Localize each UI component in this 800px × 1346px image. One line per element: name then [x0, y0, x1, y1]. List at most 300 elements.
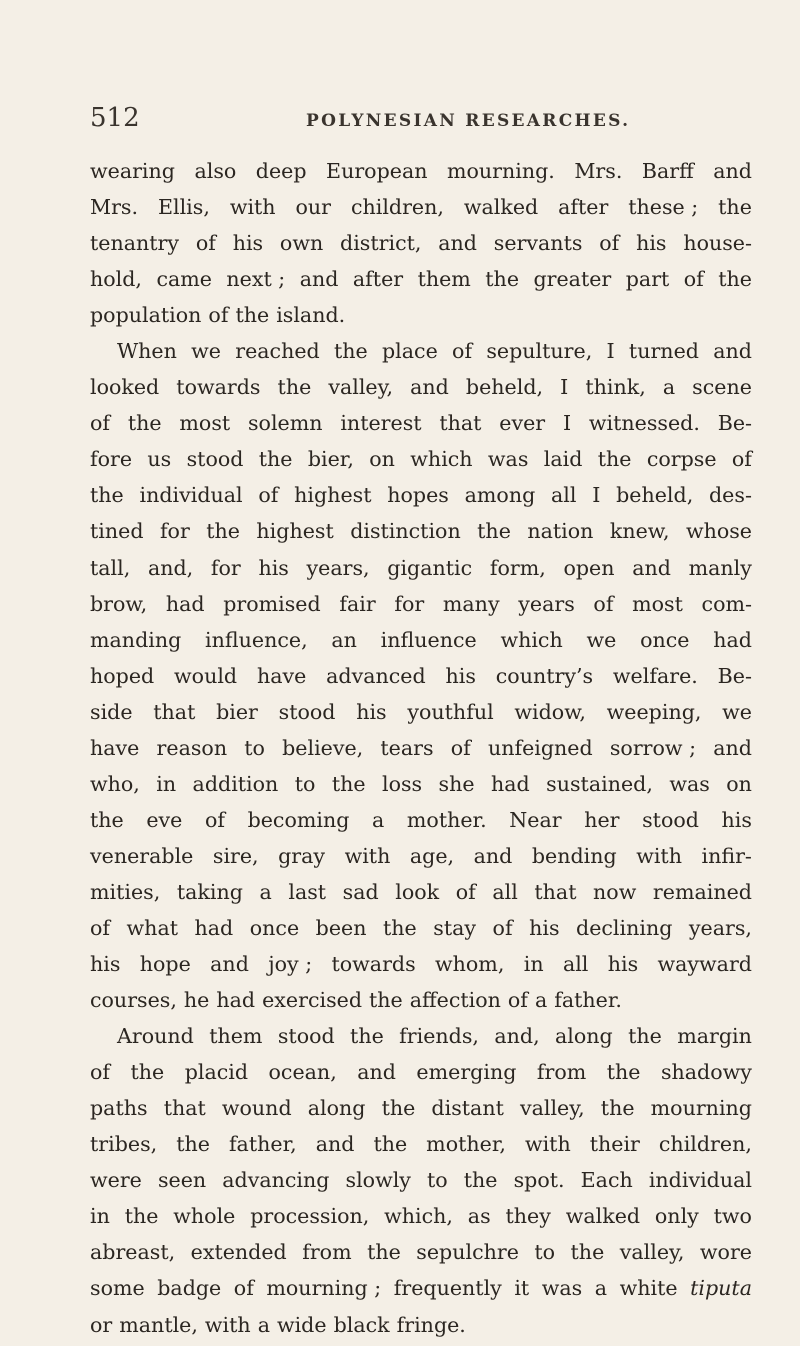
word: that — [153, 699, 196, 724]
word: for — [210, 555, 241, 580]
word: his — [721, 807, 752, 832]
word: children, — [658, 1132, 752, 1157]
word: the — [373, 1132, 408, 1157]
word: Ellis, — [157, 195, 210, 220]
word: seen — [157, 1168, 207, 1193]
word: exercised — [262, 988, 363, 1013]
word: a — [259, 879, 272, 904]
word: the — [606, 1060, 641, 1085]
text-line — [90, 1054, 752, 1090]
word: the — [127, 411, 162, 436]
word: the — [597, 447, 632, 472]
word: gigantic — [387, 555, 473, 580]
word: all — [562, 952, 589, 977]
word: the — [600, 1096, 635, 1121]
text-line — [90, 513, 752, 549]
word: after — [352, 267, 404, 292]
word: children, — [350, 195, 444, 220]
word: most — [632, 591, 683, 616]
word: for — [394, 591, 425, 616]
word: friends, — [399, 1024, 479, 1049]
word: had — [165, 591, 205, 616]
word: and — [315, 1132, 355, 1157]
word: his — [529, 915, 560, 940]
word: of — [683, 267, 704, 292]
word: mourning — [650, 1096, 752, 1121]
word: taking — [176, 879, 243, 904]
word: scene — [692, 375, 752, 400]
word: abreast, — [90, 1240, 176, 1265]
word: tined — [90, 519, 144, 544]
word: have — [90, 735, 140, 760]
word: came — [156, 267, 212, 292]
word: his — [607, 952, 639, 977]
word: valley, — [519, 1096, 585, 1121]
word: side — [90, 699, 133, 724]
word: wide — [276, 1312, 327, 1337]
text-line — [90, 730, 752, 766]
running-head — [90, 104, 750, 138]
word: whom, — [435, 952, 505, 977]
word: his — [636, 231, 667, 256]
word: population — [90, 303, 202, 328]
word: knew, — [609, 519, 670, 544]
word: Near — [509, 807, 562, 832]
word: stood — [642, 807, 699, 832]
word: slowly — [345, 1168, 411, 1193]
text-line — [90, 225, 752, 261]
word: with — [229, 195, 276, 220]
word: his — [356, 699, 387, 724]
word: widow, — [514, 699, 586, 724]
word: servants — [493, 231, 583, 256]
text-line — [90, 333, 752, 369]
word: which — [500, 627, 563, 652]
word: laid — [543, 447, 583, 472]
word: to — [534, 1240, 556, 1265]
word: to — [427, 1168, 448, 1193]
word: a — [662, 375, 676, 400]
word: as — [467, 1204, 491, 1229]
word: his — [445, 663, 476, 688]
word: unfeigned — [487, 735, 593, 760]
text-line — [90, 1234, 752, 1270]
word: the — [331, 771, 366, 796]
word: which — [410, 447, 473, 472]
word: wayward — [657, 952, 752, 977]
word: youthful — [407, 699, 494, 724]
word: white — [619, 1276, 678, 1301]
word: it — [514, 1276, 530, 1301]
word: valley, — [619, 1240, 685, 1265]
word: solemn — [247, 411, 323, 436]
word: their — [589, 1132, 640, 1157]
body-text — [90, 153, 752, 1343]
word: with — [344, 843, 391, 868]
word: father, — [228, 1132, 297, 1157]
word: the — [277, 375, 312, 400]
word: our — [295, 195, 332, 220]
word: and — [210, 952, 249, 977]
word: the — [176, 1132, 210, 1157]
word: manly — [688, 555, 752, 580]
word: walked — [463, 195, 539, 220]
word: badge — [157, 1276, 222, 1301]
word: had — [491, 771, 530, 796]
word: tall, — [90, 555, 131, 580]
word: corpse — [646, 447, 717, 472]
word: the — [463, 1168, 498, 1193]
word: all — [492, 879, 518, 904]
word: age, — [409, 843, 455, 868]
word: now — [593, 879, 637, 904]
word: eve — [146, 807, 183, 832]
word: influence — [380, 627, 477, 652]
word: sad — [342, 879, 379, 904]
word: mantle, — [119, 1312, 198, 1337]
word: of — [731, 447, 752, 472]
word: would — [174, 663, 238, 688]
word: joy ; — [268, 952, 313, 977]
word: sepulchre — [416, 1240, 519, 1265]
word: that — [163, 1096, 206, 1121]
word: his — [232, 231, 264, 256]
word: distinction — [350, 519, 461, 544]
word: was — [669, 771, 710, 796]
word: and — [713, 339, 752, 364]
word: of — [258, 483, 279, 508]
word: stay — [433, 915, 477, 940]
word: greater — [533, 267, 612, 292]
word: manding — [90, 627, 182, 652]
word: in — [156, 771, 177, 796]
text-line — [90, 1198, 752, 1234]
word: years — [518, 591, 575, 616]
word: bier, — [307, 447, 354, 472]
word: witnessed. — [588, 411, 700, 436]
word: interest — [340, 411, 422, 436]
word: all — [551, 483, 577, 508]
text-line — [90, 802, 752, 838]
word: I — [560, 375, 569, 400]
word: sire, — [212, 843, 259, 868]
word: two — [713, 1204, 752, 1229]
text-line — [90, 1126, 752, 1162]
text-line — [90, 658, 752, 694]
word: Each — [580, 1168, 633, 1193]
word: highest — [256, 519, 334, 544]
word: for — [159, 519, 190, 544]
word: of — [195, 231, 216, 256]
word: form, — [489, 555, 546, 580]
word: of — [507, 988, 528, 1013]
word: the — [90, 807, 124, 832]
text-line — [90, 441, 752, 477]
word: along — [307, 1096, 366, 1121]
word: the — [570, 1240, 605, 1265]
word: turned — [628, 339, 699, 364]
word: highest — [294, 483, 372, 508]
word: them — [209, 1024, 263, 1049]
word: individual — [139, 483, 243, 508]
word: the — [718, 267, 752, 292]
word: her — [584, 807, 620, 832]
word: among — [464, 483, 536, 508]
word: an — [331, 627, 357, 652]
word: frequently — [393, 1276, 502, 1301]
word: nation — [527, 519, 594, 544]
word: to — [244, 735, 265, 760]
text-line — [90, 405, 752, 441]
word: of — [450, 735, 471, 760]
text-line — [90, 622, 752, 658]
word: the — [350, 1024, 384, 1049]
text-line — [90, 1162, 752, 1198]
word: father. — [554, 988, 622, 1013]
word: stood — [186, 447, 244, 472]
word: had — [713, 627, 752, 652]
word: house- — [683, 231, 752, 256]
word: spot. — [513, 1168, 565, 1193]
word: distant — [431, 1096, 504, 1121]
text-line — [90, 297, 752, 333]
word: and — [632, 555, 671, 580]
word: Barff — [641, 159, 694, 183]
word: advanced — [326, 663, 426, 688]
text-line — [90, 1270, 752, 1306]
word: sustained, — [546, 771, 653, 796]
word: a — [594, 1276, 608, 1301]
word: after — [558, 195, 609, 220]
word: bier — [216, 699, 258, 724]
word: hope — [139, 952, 191, 977]
word: infir- — [701, 843, 752, 868]
word: European — [326, 159, 428, 183]
word: own — [279, 231, 324, 256]
word: the — [369, 988, 403, 1013]
word: the — [235, 303, 270, 328]
word: I — [606, 339, 615, 364]
word: think, — [585, 375, 646, 400]
word: what — [126, 915, 178, 940]
word: only — [654, 1204, 699, 1229]
word: on — [369, 447, 395, 472]
word: beheld, — [465, 375, 544, 400]
word: look — [395, 879, 440, 904]
word: sorrow ; — [609, 735, 697, 760]
word: of — [452, 339, 473, 364]
word: were — [90, 1168, 142, 1193]
word: I — [592, 483, 601, 508]
word: procession, — [250, 1204, 370, 1229]
word: emerging — [416, 1060, 517, 1085]
word: the — [334, 339, 368, 364]
word: courses, — [90, 988, 177, 1013]
word: and — [299, 267, 339, 292]
word: mourning. — [446, 159, 555, 183]
word: des- — [709, 483, 752, 508]
word: individual — [648, 1168, 752, 1193]
word: looked — [90, 375, 160, 400]
word: we — [586, 627, 617, 652]
word: us — [147, 447, 172, 472]
word: the — [718, 195, 752, 220]
word: the — [130, 1060, 165, 1085]
word: island. — [276, 303, 346, 328]
word: the — [485, 267, 520, 292]
word: deep — [255, 159, 307, 183]
word: along — [555, 1024, 613, 1049]
word: stood — [277, 1024, 335, 1049]
word: and — [473, 843, 513, 868]
word: of — [599, 231, 620, 256]
word: whose — [685, 519, 752, 544]
word: influence, — [205, 627, 308, 652]
word: also — [194, 159, 237, 183]
word: a — [534, 988, 548, 1013]
text-line — [90, 586, 752, 622]
text-line — [90, 910, 752, 946]
word: towards — [331, 952, 416, 977]
word: with — [636, 843, 682, 868]
text-line — [90, 550, 752, 586]
word: part — [625, 267, 670, 292]
word: and, — [494, 1024, 540, 1049]
word: fringe. — [396, 1312, 466, 1337]
word: last — [288, 879, 327, 904]
word: stood — [278, 699, 336, 724]
word: hopes — [387, 483, 449, 508]
word: bending — [531, 843, 617, 868]
word: Mrs. — [574, 159, 623, 183]
word: extended — [190, 1240, 287, 1265]
word: wound — [221, 1096, 292, 1121]
word: country’s — [495, 663, 594, 688]
word: walked — [565, 1204, 641, 1229]
word: next ; — [226, 267, 286, 292]
word: black — [333, 1312, 390, 1337]
word: and — [438, 231, 477, 256]
word: I — [562, 411, 572, 436]
word: was — [541, 1276, 583, 1301]
word: of — [90, 915, 111, 940]
word: was — [487, 447, 529, 472]
word: valley, — [328, 375, 394, 400]
word: open — [563, 555, 615, 580]
word: hoped — [90, 663, 155, 688]
word: the — [383, 915, 417, 940]
text-line — [90, 1307, 752, 1343]
word: margin — [677, 1024, 752, 1049]
word: Be- — [717, 663, 752, 688]
word: on — [726, 771, 752, 796]
word: mother. — [406, 807, 487, 832]
word: had — [216, 988, 256, 1013]
word: beheld, — [616, 483, 694, 508]
text-line — [90, 694, 752, 730]
word: and — [713, 159, 752, 183]
word: of — [593, 591, 614, 616]
word: with — [524, 1132, 571, 1157]
word: venerable — [90, 843, 194, 868]
word: declining — [576, 915, 673, 940]
word: of — [90, 411, 111, 436]
word: district, — [340, 231, 422, 256]
word: from — [302, 1240, 352, 1265]
word: of — [455, 879, 476, 904]
word: years, — [688, 915, 752, 940]
word: the — [381, 1096, 416, 1121]
word: fore — [90, 447, 133, 472]
word: becoming — [247, 807, 350, 832]
word: paths — [90, 1096, 148, 1121]
word: wearing — [90, 159, 175, 183]
word: placid — [184, 1060, 249, 1085]
word: in — [523, 952, 544, 977]
word: the — [206, 519, 240, 544]
word: she — [438, 771, 475, 796]
word: mities, — [90, 879, 161, 904]
text-line — [90, 153, 752, 189]
word: many — [442, 591, 500, 616]
word: of — [208, 303, 229, 328]
word: once — [249, 915, 300, 940]
word: place — [382, 339, 438, 364]
word: that — [534, 879, 577, 904]
word: he — [183, 988, 210, 1013]
word: a — [257, 1312, 270, 1337]
word: the — [90, 483, 124, 508]
text-line — [90, 261, 752, 297]
word: most — [179, 411, 231, 436]
word: shadowy — [660, 1060, 752, 1085]
word: loss — [382, 771, 423, 796]
word: in — [90, 1204, 110, 1229]
word: welfare. — [612, 663, 698, 688]
word: of — [204, 807, 225, 832]
word: we — [191, 339, 221, 364]
word: wore — [699, 1240, 752, 1265]
word: the — [367, 1240, 401, 1265]
word: some — [90, 1276, 145, 1301]
word: of — [233, 1276, 254, 1301]
text-line — [90, 946, 752, 982]
text-line — [90, 1018, 752, 1054]
word: ever — [499, 411, 546, 436]
word: ocean, — [268, 1060, 337, 1085]
word: of — [90, 1060, 111, 1085]
word: years, — [306, 555, 370, 580]
word: mother, — [426, 1132, 506, 1157]
word: gray — [278, 843, 326, 868]
word: with — [204, 1312, 251, 1337]
text-line — [90, 982, 752, 1018]
word: they — [505, 1204, 551, 1229]
word: the — [628, 1024, 662, 1049]
word: tribes, — [90, 1132, 158, 1157]
word: sepulture, — [486, 339, 593, 364]
word: brow, — [90, 591, 148, 616]
word: addition — [192, 771, 279, 796]
text-line — [90, 477, 752, 513]
word: towards — [176, 375, 261, 400]
text-line — [90, 1090, 752, 1126]
word: the — [258, 447, 293, 472]
word: from — [536, 1060, 587, 1085]
word: we — [722, 699, 752, 724]
word: Mrs. — [90, 195, 139, 220]
word: which, — [384, 1204, 453, 1229]
